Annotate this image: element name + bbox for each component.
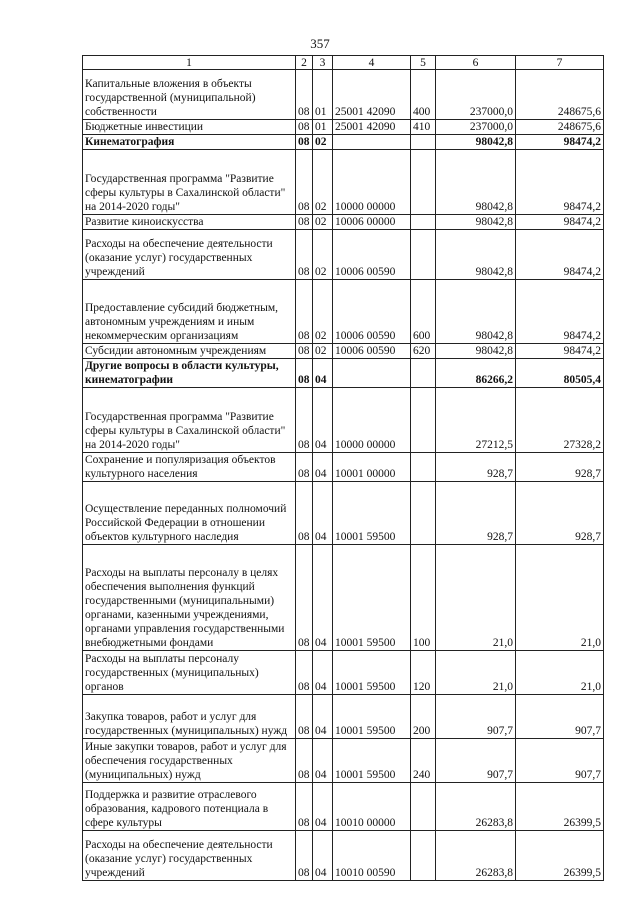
row-name: Расходы на выплаты персоналу государственных (муниципальных) органов <box>83 651 296 695</box>
row-name: Государственная программа "Развитие сферы культуры в Сахалинской области" на 2014-2020 годы" <box>83 150 296 215</box>
row-section: 08 <box>296 215 313 230</box>
row-amount-year2: 907,7 <box>516 695 604 739</box>
row-name: Бюджетные инвестиции <box>83 120 296 135</box>
budget-table <box>82 55 604 881</box>
row-amount-year1: 98042,8 <box>436 215 516 230</box>
row-amount-year2: 98474,2 <box>516 150 604 215</box>
row-section: 08 <box>296 150 313 215</box>
row-target-article <box>333 359 411 388</box>
table-row <box>83 453 604 482</box>
row-name: Другие вопросы в области культуры, кинематографии <box>83 359 296 388</box>
row-section: 08 <box>296 230 313 280</box>
row-name: Кинематография <box>83 135 296 150</box>
row-amount-year2: 248675,6 <box>516 70 604 120</box>
row-amount-year1: 86266,2 <box>436 359 516 388</box>
row-amount-year2: 98474,2 <box>516 135 604 150</box>
table-row <box>83 150 604 215</box>
table-row <box>83 215 604 230</box>
row-expense-type: 240 <box>411 739 436 783</box>
table-row <box>83 695 604 739</box>
row-subsection: 04 <box>313 831 333 881</box>
row-amount-year1: 21,0 <box>436 545 516 651</box>
row-amount-year2: 98474,2 <box>516 344 604 359</box>
col-header-3: 3 <box>313 56 333 70</box>
row-subsection: 02 <box>313 344 333 359</box>
table-row <box>83 359 604 388</box>
row-subsection: 04 <box>313 453 333 482</box>
row-subsection: 02 <box>313 215 333 230</box>
row-subsection: 02 <box>313 280 333 344</box>
col-header-4: 4 <box>333 56 411 70</box>
row-amount-year1: 26283,8 <box>436 831 516 881</box>
row-expense-type <box>411 230 436 280</box>
row-target-article <box>333 135 411 150</box>
row-subsection: 04 <box>313 651 333 695</box>
row-section: 08 <box>296 70 313 120</box>
row-section: 08 <box>296 482 313 545</box>
row-amount-year1: 26283,8 <box>436 783 516 831</box>
row-amount-year1: 21,0 <box>436 651 516 695</box>
row-subsection: 01 <box>313 120 333 135</box>
row-target-article: 10000 00000 <box>333 150 411 215</box>
row-name: Осуществление переданных полномочий Российской Федерации в отношении объектов культурного наследия <box>83 482 296 545</box>
col-header-6: 6 <box>436 56 516 70</box>
row-subsection: 04 <box>313 783 333 831</box>
row-amount-year2: 80505,4 <box>516 359 604 388</box>
table-row <box>83 545 604 651</box>
row-name: Закупка товаров, работ и услуг для государственных (муниципальных) нужд <box>83 695 296 739</box>
page-number: 357 <box>310 36 330 51</box>
row-subsection: 01 <box>313 70 333 120</box>
row-subsection: 04 <box>313 482 333 545</box>
row-target-article: 10006 00590 <box>333 280 411 344</box>
row-amount-year1: 27212,5 <box>436 388 516 453</box>
row-amount-year1: 237000,0 <box>436 70 516 120</box>
row-target-article: 10001 59500 <box>333 651 411 695</box>
row-amount-year1: 98042,8 <box>436 230 516 280</box>
row-section: 08 <box>296 453 313 482</box>
row-amount-year1: 907,7 <box>436 739 516 783</box>
row-amount-year2: 27328,2 <box>516 388 604 453</box>
col-header-1: 1 <box>83 56 296 70</box>
row-section: 08 <box>296 739 313 783</box>
row-subsection: 04 <box>313 359 333 388</box>
row-amount-year2: 928,7 <box>516 453 604 482</box>
row-expense-type <box>411 388 436 453</box>
row-section: 08 <box>296 651 313 695</box>
row-section: 08 <box>296 695 313 739</box>
row-target-article: 10006 00590 <box>333 230 411 280</box>
row-name: Государственная программа "Развитие сферы культуры в Сахалинской области" на 2014-2020 годы" <box>83 388 296 453</box>
row-amount-year2: 248675,6 <box>516 120 604 135</box>
row-amount-year2: 21,0 <box>516 545 604 651</box>
row-amount-year2: 98474,2 <box>516 230 604 280</box>
row-target-article: 10010 00590 <box>333 831 411 881</box>
row-amount-year1: 98042,8 <box>436 280 516 344</box>
col-header-2: 2 <box>296 56 313 70</box>
row-expense-type: 200 <box>411 695 436 739</box>
table-row <box>83 739 604 783</box>
table-row <box>83 482 604 545</box>
row-name: Капитальные вложения в объекты государственной (муниципальной) собственности <box>83 70 296 120</box>
row-section: 08 <box>296 344 313 359</box>
row-target-article: 10010 00000 <box>333 783 411 831</box>
row-amount-year1: 928,7 <box>436 482 516 545</box>
row-subsection: 04 <box>313 545 333 651</box>
row-subsection: 04 <box>313 388 333 453</box>
row-section: 08 <box>296 388 313 453</box>
col-header-5: 5 <box>411 56 436 70</box>
row-target-article: 10000 00000 <box>333 388 411 453</box>
row-section: 08 <box>296 545 313 651</box>
row-expense-type: 600 <box>411 280 436 344</box>
row-expense-type <box>411 482 436 545</box>
row-amount-year2: 928,7 <box>516 482 604 545</box>
row-expense-type: 620 <box>411 344 436 359</box>
row-name: Сохранение и популяризация объектов культурного населения <box>83 453 296 482</box>
table-row <box>83 651 604 695</box>
row-name: Расходы на обеспечение деятельности (оказание услуг) государственных учреждений <box>83 831 296 881</box>
row-expense-type <box>411 135 436 150</box>
row-target-article: 10001 00000 <box>333 453 411 482</box>
table-row <box>83 344 604 359</box>
row-name: Иные закупки товаров, работ и услуг для обеспечения государственных (муниципальных) нужд <box>83 739 296 783</box>
row-target-article: 10001 59500 <box>333 739 411 783</box>
table-row <box>83 135 604 150</box>
row-amount-year1: 98042,8 <box>436 150 516 215</box>
row-amount-year2: 98474,2 <box>516 215 604 230</box>
row-subsection: 04 <box>313 695 333 739</box>
header-row <box>83 56 604 70</box>
row-amount-year2: 21,0 <box>516 651 604 695</box>
row-expense-type: 400 <box>411 70 436 120</box>
row-name: Расходы на обеспечение деятельности (оказание услуг) государственных учреждений <box>83 230 296 280</box>
row-expense-type <box>411 215 436 230</box>
row-name: Субсидии автономным учреждениям <box>83 344 296 359</box>
row-amount-year2: 26399,5 <box>516 783 604 831</box>
row-expense-type: 410 <box>411 120 436 135</box>
row-section: 08 <box>296 783 313 831</box>
row-name: Развитие киноискусства <box>83 215 296 230</box>
row-subsection: 02 <box>313 135 333 150</box>
row-target-article: 10001 59500 <box>333 695 411 739</box>
row-expense-type: 120 <box>411 651 436 695</box>
row-name: Расходы на выплаты персоналу в целях обеспечения выполнения функций государственными (муниципальными) органами, казенными учреждениями, органами управления государственными внебюджетными фондами <box>83 545 296 651</box>
row-name: Предоставление субсидий бюджетным, автономным учреждениям и иным некоммерческим организациям <box>83 280 296 344</box>
row-target-article: 10006 00590 <box>333 344 411 359</box>
row-section: 08 <box>296 359 313 388</box>
row-expense-type <box>411 783 436 831</box>
table-row <box>83 831 604 881</box>
table-row <box>83 230 604 280</box>
row-section: 08 <box>296 120 313 135</box>
col-header-7: 7 <box>516 56 604 70</box>
table-row <box>83 70 604 120</box>
row-subsection: 04 <box>313 739 333 783</box>
row-target-article: 10001 59500 <box>333 545 411 651</box>
row-amount-year1: 928,7 <box>436 453 516 482</box>
row-amount-year1: 907,7 <box>436 695 516 739</box>
row-target-article: 25001 42090 <box>333 70 411 120</box>
row-target-article: 25001 42090 <box>333 120 411 135</box>
row-subsection: 02 <box>313 150 333 215</box>
row-section: 08 <box>296 280 313 344</box>
row-expense-type <box>411 453 436 482</box>
table-row <box>83 388 604 453</box>
row-section: 08 <box>296 831 313 881</box>
row-expense-type: 100 <box>411 545 436 651</box>
row-target-article: 10006 00000 <box>333 215 411 230</box>
row-target-article: 10001 59500 <box>333 482 411 545</box>
row-amount-year2: 98474,2 <box>516 280 604 344</box>
table-row <box>83 120 604 135</box>
row-amount-year2: 907,7 <box>516 739 604 783</box>
row-expense-type <box>411 359 436 388</box>
row-amount-year2: 26399,5 <box>516 831 604 881</box>
row-amount-year1: 237000,0 <box>436 120 516 135</box>
row-amount-year1: 98042,8 <box>436 135 516 150</box>
row-amount-year1: 98042,8 <box>436 344 516 359</box>
row-section: 08 <box>296 135 313 150</box>
table-row <box>83 783 604 831</box>
table-row <box>83 280 604 344</box>
row-expense-type <box>411 150 436 215</box>
row-name: Поддержка и развитие отраслевого образования, кадрового потенциала в сфере культуры <box>83 783 296 831</box>
row-subsection: 02 <box>313 230 333 280</box>
row-expense-type <box>411 831 436 881</box>
